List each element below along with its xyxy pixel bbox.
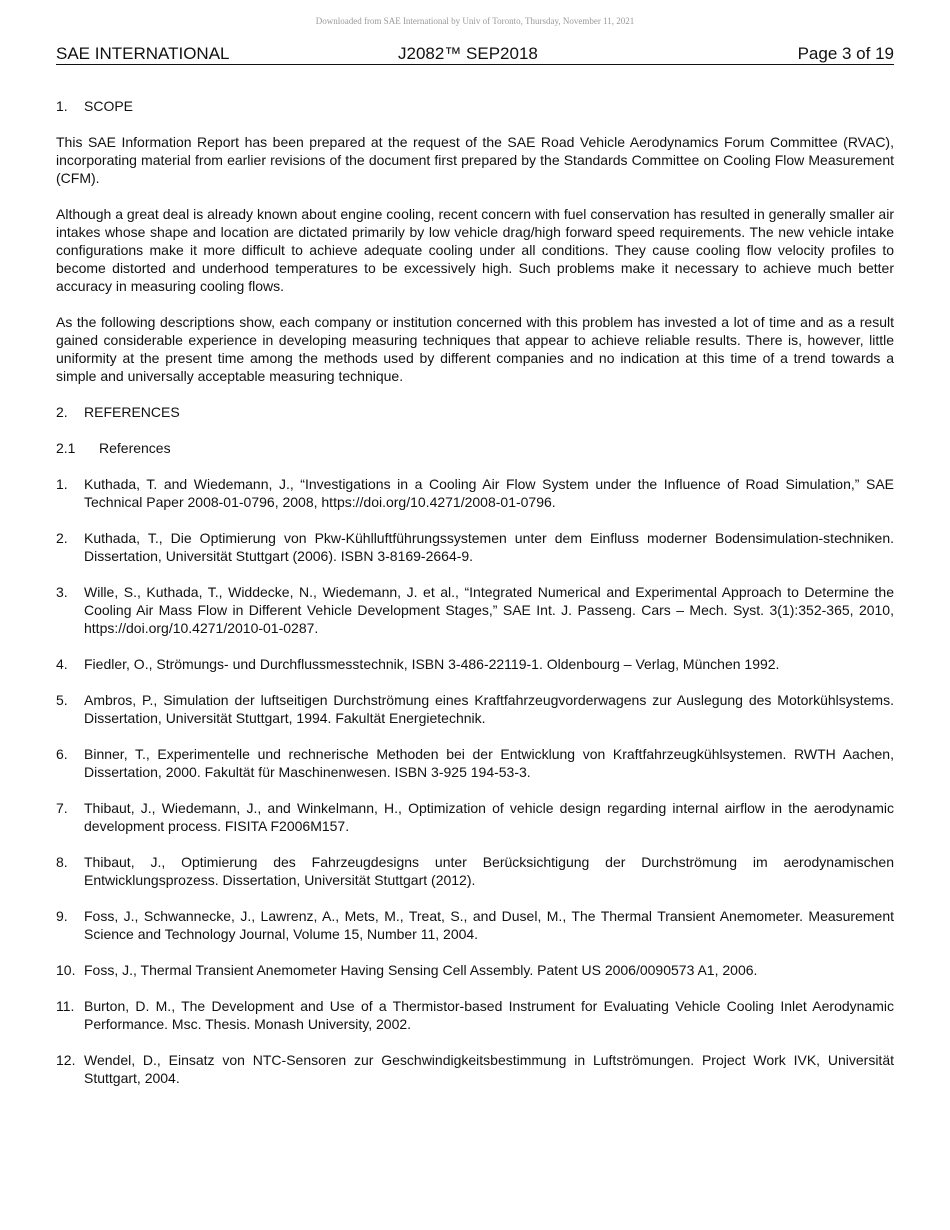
reference-item [56,961,894,979]
subsection-number: 2.1 [56,440,76,456]
reference-number: 1. [56,476,68,492]
reference-list [56,475,894,1087]
reference-item [56,691,894,727]
reference-number: 4. [56,656,68,672]
scope-paragraph: This SAE Information Report has been prepared at the request of the SAE Road Vehicle Aerodynamics Forum Committee (RVAC), incorporating material from earlier revisions of the document first prepared by the Standards Committee on Cooling Flow Measurement (CFM). [56,134,894,186]
reference-text: Thibaut, J., Wiedemann, J., and Winkelmann, H., Optimization of vehicle design regarding internal airflow in the aerodynamic development process. FISITA F2006M157. [84,800,894,834]
reference-item [56,583,894,637]
section-title: SCOPE [84,98,134,114]
reference-number: 5. [56,692,68,708]
download-watermark: Downloaded from SAE International by Univ of Toronto, Thursday, November 11, 2021 [315,16,635,26]
reference-text: Burton, D. M., The Development and Use of a Thermistor-based Instrument for Evaluating Vehicle Cooling Inlet Aerodynamic Performance. Msc. Thesis. Monash University, 2002. [84,998,894,1032]
scope-paragraph: Although a great deal is already known about engine cooling, recent concern with fuel conservation has resulted in generally smaller air intakes whose shape and location are dictated primarily by low vehicle drag/high forward speed requirements. The new vehicle intake configurations make it more difficult to achieve adequate cooling under all conditions. They cause cooling flow velocity profiles to become distorted and underhood temperatures to be excessively high. Such problems make it necessary to achieve much better accuracy in measuring cooling flows. [56,206,894,294]
section-number: 2. [56,404,68,420]
page-header [56,44,894,65]
reference-text: Kuthada, T., Die Optimierung von Pkw-Kühlluftführungssystemen unter dem Einfluss moderner Bodensimulation-stechniken. Dissertation, Universität Stuttgart (2006). ISBN 3-8169-2664-9. [84,530,894,564]
reference-item [56,853,894,889]
section-heading-scope [56,97,894,115]
subsection-heading-references [56,439,894,457]
reference-item [56,799,894,835]
reference-item [56,745,894,781]
reference-item [56,1051,894,1087]
reference-number: 11. [56,998,75,1014]
reference-text: Wille, S., Kuthada, T., Widdecke, N., Wiedemann, J. et al., “Integrated Numerical and Experimental Approach to Determine the Cooling Air Mass Flow in Different Vehicle Development Stages,” SAE Int. J. Passeng. Cars – Mech. Syst. 3(1):352-365, 2010, https://doi.org/10.4271/2010-01-0287. [84,584,894,636]
reference-item [56,907,894,943]
subsection-title: References [99,440,171,456]
reference-number: 9. [56,908,68,924]
scope-paragraph: As the following descriptions show, each company or institution concerned with this problem has invested a lot of time and as a result gained considerable experience in developing measuring techniques that appear to achieve reliable results. There is, however, little uniformity at the present time among the methods used by different companies and no indication at this time of a trend towards a simple and universally acceptable measuring technique. [56,314,894,384]
reference-text: Foss, J., Thermal Transient Anemometer Having Sensing Cell Assembly. Patent US 2006/0090573 A1, 2006. [84,962,758,978]
section-number: 1. [56,98,68,114]
reference-text: Ambros, P., Simulation der luftseitigen Durchströmung eines Kraftfahrzeugvorderwagens zur Auslegung des Motorkühlsystems. Dissertation, Universität Stuttgart, 1994. Fakultät Energietechnik. [84,692,894,726]
reference-number: 3. [56,584,68,600]
reference-text: Binner, T., Experimentelle und rechnerische Methoden bei der Entwicklung von Kraftfahrzeugkühlsystemen. RWTH Aachen, Dissertation, 2000. Fakultät für Maschinenwesen. ISBN 3-925 194-53-3. [84,746,894,780]
reference-number: 2. [56,530,68,546]
section-title: REFERENCES [84,404,180,420]
reference-text: Foss, J., Schwannecke, J., Lawrenz, A., Mets, M., Treat, S., and Dusel, M., The Thermal Transient Anemometer. Measurement Science and Technology Journal, Volume 15, Number 11, 2004. [84,908,894,942]
header-page-number: Page 3 of 19 [797,44,894,63]
reference-number: 6. [56,746,68,762]
reference-item [56,655,894,673]
section-heading-references [56,403,894,421]
reference-number: 12. [56,1052,76,1068]
header-doc-id: J2082™ SEP2018 [398,44,538,63]
reference-item [56,529,894,565]
reference-text: Wendel, D., Einsatz von NTC-Sensoren zur Geschwindigkeitsbestimmung in Luftströmungen. Project Work IVK, Universität Stuttgart, 2004. [84,1052,894,1086]
reference-number: 10. [56,962,76,978]
reference-item [56,475,894,511]
reference-number: 7. [56,800,68,816]
reference-number: 8. [56,854,68,870]
page-body [56,97,894,1087]
reference-text: Fiedler, O., Strömungs- und Durchflussmesstechnik, ISBN 3-486-22119-1. Oldenbourg – Verlag, München 1992. [84,656,780,672]
header-org: SAE INTERNATIONAL [56,44,230,63]
reference-text: Kuthada, T. and Wiedemann, J., “Investigations in a Cooling Air Flow System under the Influence of Road Simulation,” SAE Technical Paper 2008-01-0796, 2008, https://doi.org/10.4271/2008-01-0796. [84,476,894,510]
reference-item [56,997,894,1033]
reference-text: Thibaut, J., Optimierung des Fahrzeugdesigns unter Berücksichtigung der Durchströmung im aerodynamischen Entwicklungsprozess. Dissertation, Universität Stuttgart (2012). [84,854,894,888]
